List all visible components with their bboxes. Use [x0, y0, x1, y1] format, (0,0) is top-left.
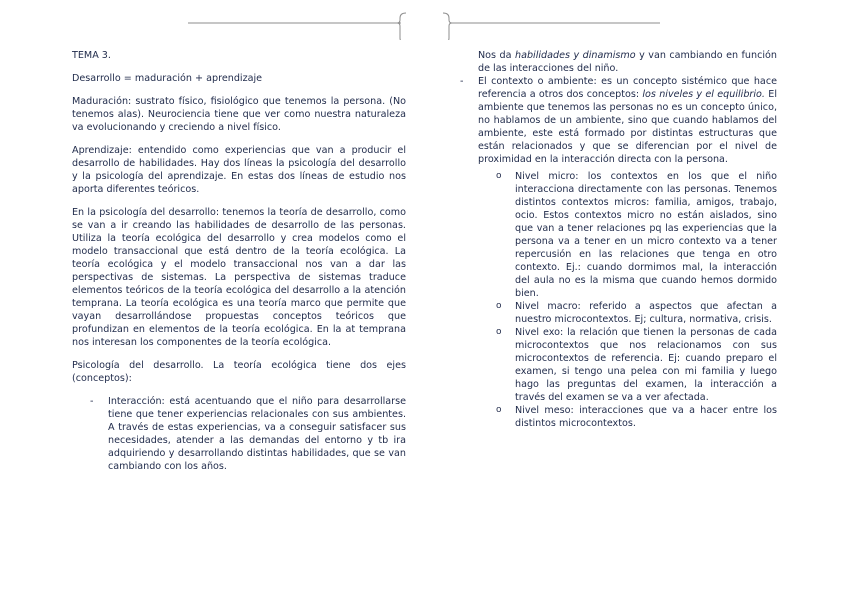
continuation-emphasis: habilidades y dinamismo: [515, 50, 636, 61]
formula-desarrollo: Desarrollo = maduración + aprendizaje: [72, 73, 263, 84]
paragraph-aprendizaje: Aprendizaje: entendido como experiencias que van a producir el desarrollo de habilidades. Hay dos líneas la psicología del desarrollo y la psicología del aprendizaje. En estas dos líneas de estudio nos aporta diferentes teóricos.: [72, 145, 406, 195]
nivel-macro-text: Nivel macro: referido a aspectos que afectan a nuestro microcontextos. Ej; cultura, normativa, crisis.: [515, 301, 777, 325]
contexto-emphasis: los niveles y el equilibrio.: [642, 89, 765, 100]
circle-bullet-icon: o: [496, 171, 502, 181]
circle-bullet-icon: o: [496, 405, 502, 415]
continuation-text-end: y van cambiando en función de las interacciones del niño.: [478, 50, 777, 74]
nivel-meso-text: Nivel meso: interacciones que va a hacer entre los distintos microcontextos.: [515, 405, 777, 429]
dash-bullet: -: [90, 396, 94, 407]
circle-bullet-icon: o: [496, 301, 502, 311]
list-item-interaccion: [72, 395, 406, 473]
left-column: [72, 49, 406, 473]
niveles-list: [478, 170, 777, 430]
circle-bullet-icon: o: [496, 327, 502, 337]
interaccion-text: Interacción: está acentuando que el niño para desarrollarse tiene que tener experiencias relacionales con sus ambientes. A través de estas experiencias, va a conseguir satisfacer sus necesidades, atender a las demandas del entorno y tb ira adquiriendo y desarrollando distintas habilidades, que se van cambiando con los años.: [108, 396, 406, 472]
contexto-text-end: El ambiente que tenemos las personas no es un concepto único, no hablamos de un ambiente, sino que cuando hablamos del ambiente, este está formado por distintas estructuras que están relacionados y que se diferencian por el nivel de proximidad en la interacción directa con la persona.: [478, 89, 777, 165]
paragraph-maduracion: Maduración: sustrato físico, fisiológico que tenemos la persona. (No tenemos alas). Neurociencia tiene que ver como nuestra naturaleza va evolucionando y creciendo a nivel físico.: [72, 96, 406, 133]
page-divider-decoration: [0, 10, 848, 40]
list-item-nivel-meso: [496, 404, 777, 430]
nivel-micro-text: Nivel micro: los contextos en los que el niño interacciona directamente con las personas. Tenemos distintos contextos micros: familia, amigos, trabajo, ocio. Estos contextos micro no están aislados, sino que van a tener relaciones pq las experiencias que la persona va a tener en un micro contexto va a tener repercusión en las relaciones que tenga en otro contexto. Ej.: cuando dormimos mal, la interacción del aula no es la misma que cuando hemos dormido bien.: [515, 171, 777, 299]
continuation-paragraph: [478, 49, 777, 75]
list-item-contexto: [460, 75, 777, 166]
list-item-nivel-exo: [496, 326, 777, 404]
paragraph-ejes: Psicología del desarrollo. La teoría ecológica tiene dos ejes (conceptos):: [72, 360, 406, 384]
nivel-exo-text: Nivel exo: la relación que tienen la personas de cada microcontextos que nos relacionamos con sus microcontextos de referencia. Ej: cuando preparo el examen, si tengo una pelea con mi familia y luego hago las preguntas del examen, la interacción a través del examen se va a ver afectada.: [515, 327, 777, 403]
right-column: [460, 49, 777, 430]
contexto-text: El contexto o ambiente: es un concepto sistémico que hace referencia a otros dos conceptos:: [478, 76, 777, 100]
list-item-nivel-macro: [496, 300, 777, 326]
dash-bullet: -: [460, 76, 464, 87]
paragraph-psicologia-desarrollo: En la psicología del desarrollo: tenemos la teoría de desarrollo, como se van a ir creando las habilidades de desarrollo de las personas. Utiliza la teoría ecológica del desarrollo y crea modelos como el modelo transaccional que está dentro de la teoría ecológica. La teoría ecológica y el modelo transaccional nos van a dar las perspectivas de sistemas. La perspectiva de sistemas traduce elementos teóricos de la teoría ecológica del desarrollo a la atención temprana. La teoría ecológica es una teoría marco que permite que vayan desarrollándose propuestas conceptos teóricos que profundizan en elementos de la teoría ecológica. En la at temprana nos interesan los componentes de la teoría ecológica.: [72, 207, 406, 348]
heading-tema: TEMA 3.: [72, 50, 111, 61]
list-item-nivel-micro: [496, 170, 777, 300]
continuation-text: Nos da: [478, 50, 515, 61]
